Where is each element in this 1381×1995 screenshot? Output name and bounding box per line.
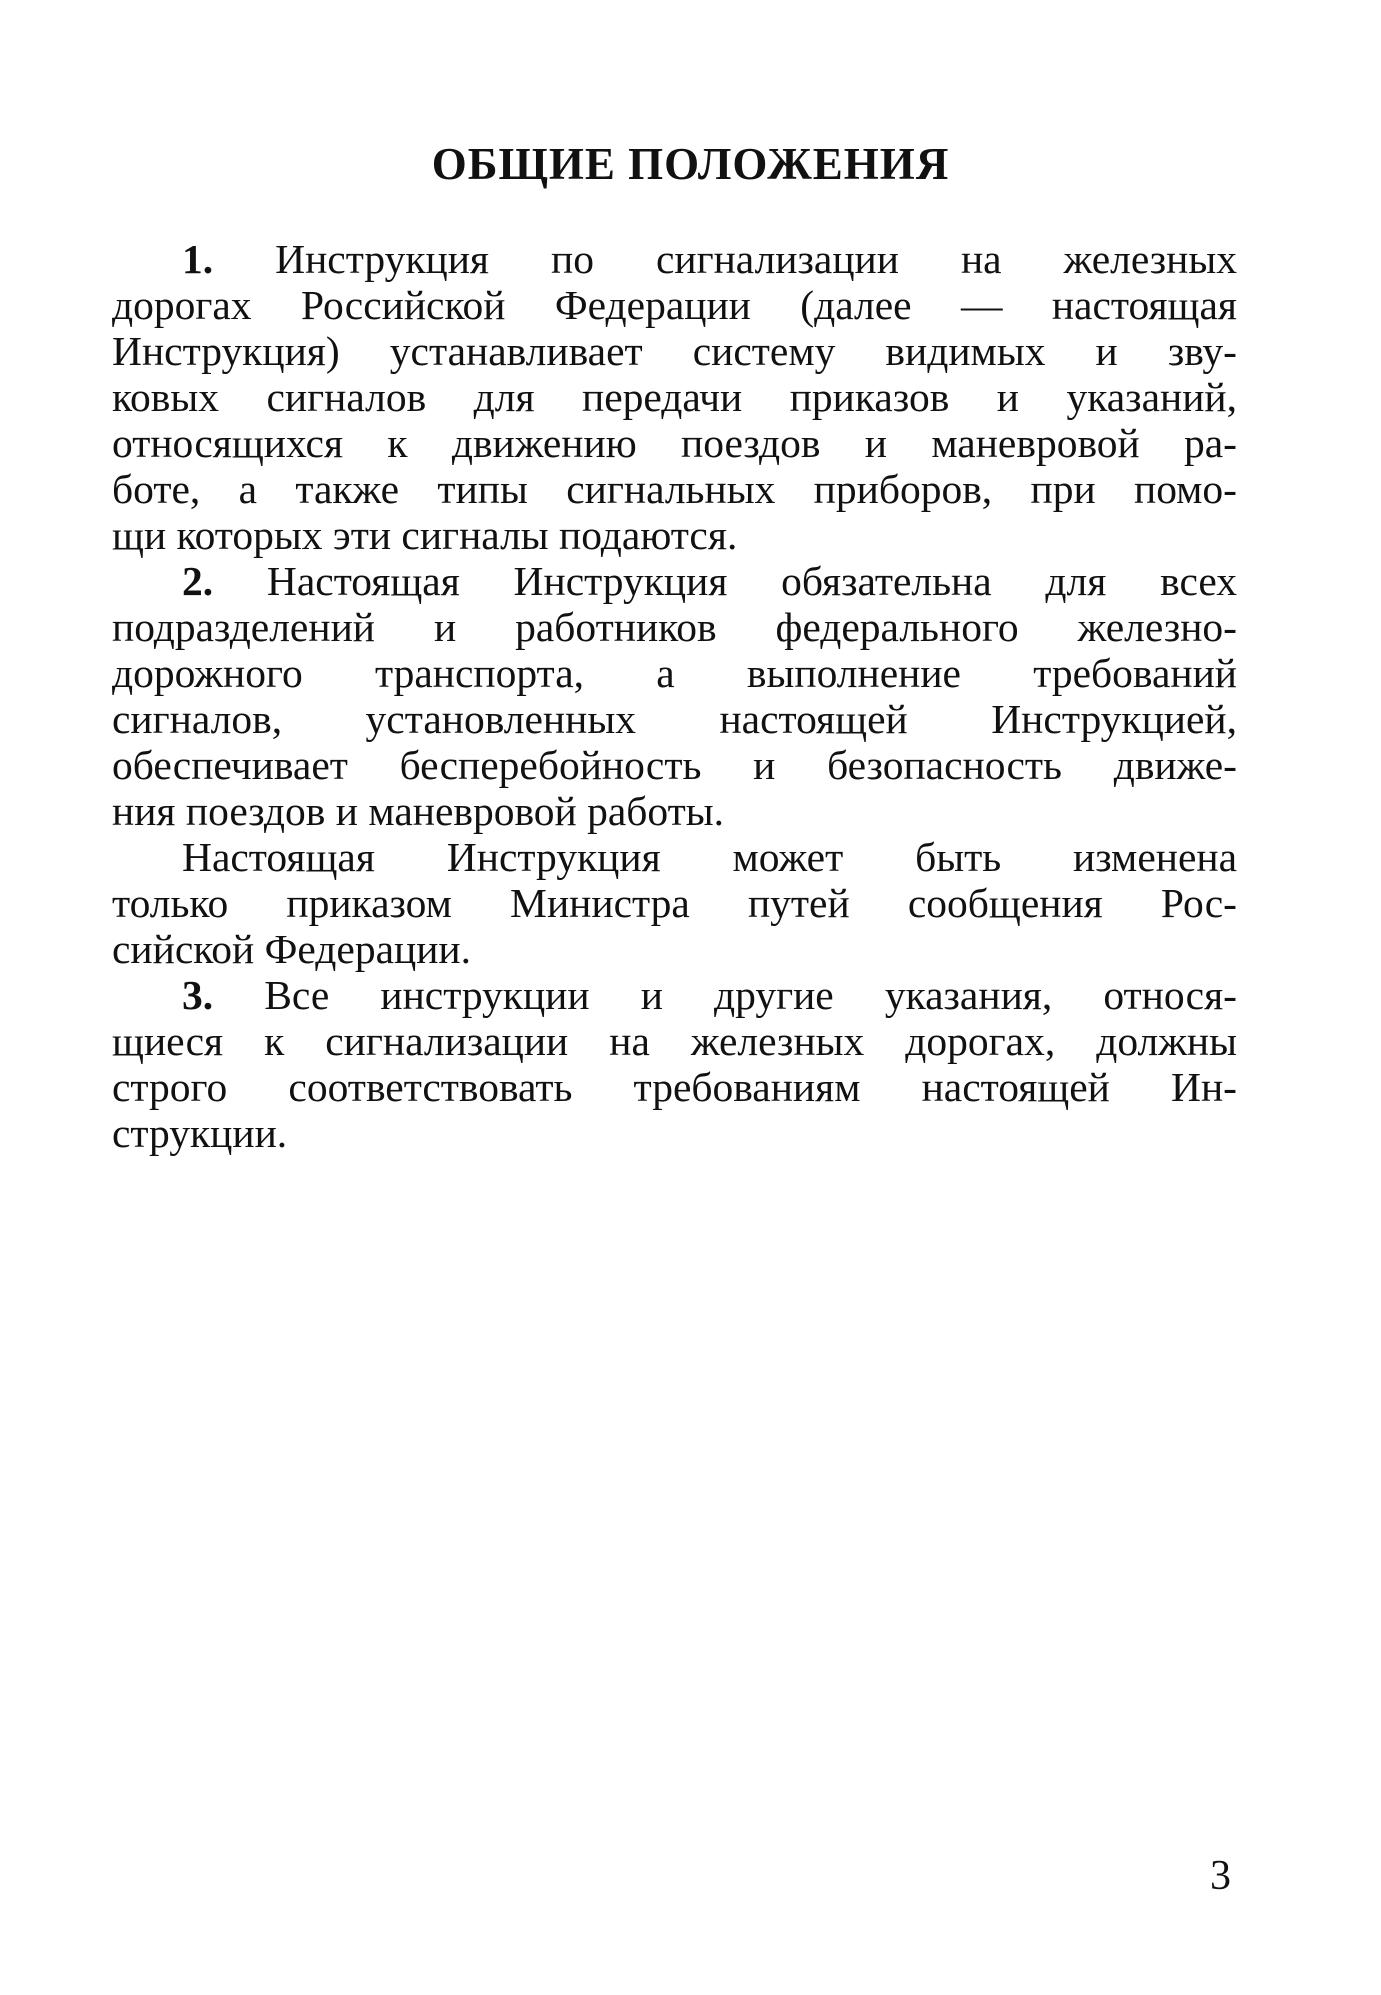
paragraph-line (112, 972, 1237, 1018)
paragraph-line: строго соответствовать требованиям настоящей Ин- (112, 1064, 1237, 1110)
page-number: 3 (1210, 1853, 1231, 1899)
paragraph-line: только приказом Министра путей сообщения Рос- (112, 880, 1237, 926)
paragraph-line (112, 236, 1237, 282)
paragraph-line: ковых сигналов для передачи приказов и указаний, (112, 374, 1237, 420)
paragraph-line: струкции. (112, 1110, 288, 1156)
paragraph-1 (112, 236, 1237, 558)
paragraph-2-continuation (112, 834, 1237, 972)
paragraph-line: ния поездов и маневровой работы. (112, 788, 724, 834)
paragraph-line: подразделений и работников федерального железно- (112, 604, 1237, 650)
line-text: Инструкция по сигнализации на железных (275, 236, 1237, 282)
section-heading: ОБЩИЕ ПОЛОЖЕНИЯ (431, 139, 950, 189)
paragraph-line: сигналов, установленных настоящей Инструкцией, (112, 696, 1237, 742)
paragraph-line: относящихся к движению поездов и маневровой ра- (112, 420, 1237, 466)
paragraph-line (112, 558, 1237, 604)
paragraph-line: сийской Федерации. (112, 926, 472, 972)
line-text: Все инструкции и другие указания, относя- (264, 972, 1238, 1018)
paragraph-line: боте, а также типы сигнальных приборов, при помо- (112, 466, 1237, 512)
paragraph-number: 1. (182, 236, 214, 282)
paragraph-number: 2. (182, 558, 214, 604)
line-text: Настоящая Инструкция обязательна для всех (266, 558, 1237, 604)
paragraph-line: щи которых эти сигналы подаются. (112, 512, 738, 558)
paragraph-line: Инструкция) устанавливает систему видимых и зву- (112, 328, 1237, 374)
paragraph-line: дорогах Российской Федерации (далее — настоящая (112, 282, 1237, 328)
paragraph-line: Настоящая Инструкция может быть изменена (182, 834, 1237, 880)
paragraph-2 (112, 558, 1237, 834)
document-body (112, 236, 1237, 1156)
paragraph-3 (112, 972, 1237, 1156)
paragraph-line: обеспечивает бесперебойность и безопасность движе- (112, 742, 1237, 788)
paragraph-line: дорожного транспорта, а выполнение требований (112, 650, 1237, 696)
paragraph-number: 3. (182, 972, 214, 1018)
paragraph-line: щиеся к сигнализации на железных дорогах, должны (112, 1018, 1237, 1064)
